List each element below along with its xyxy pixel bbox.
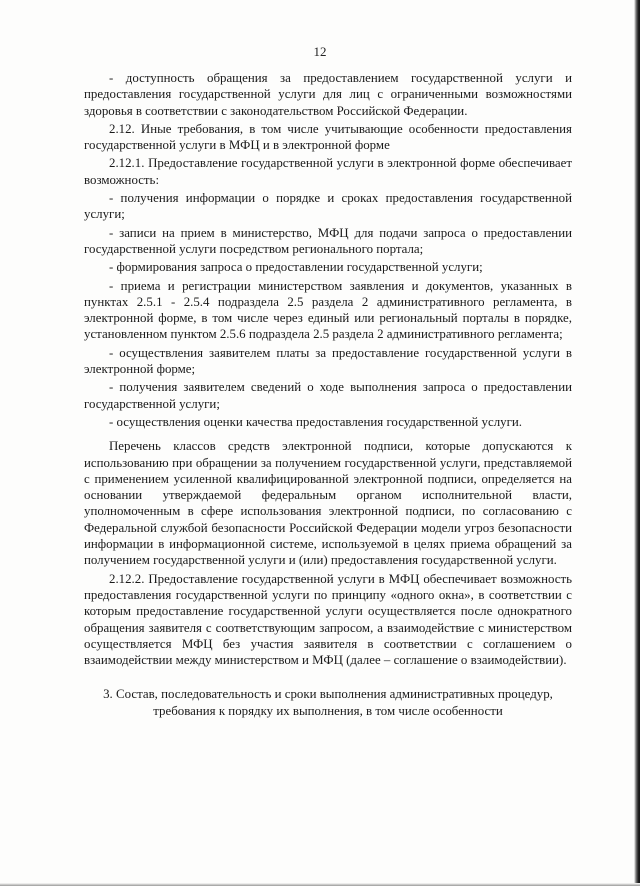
paragraph-2-12-2: 2.12.2. Предоставление государственной услуги в МФЦ обеспечивает возможность предоставления государственной услуги по принципу «одного окна», в соответствии с которым предоставление государственной услуги осуществляется после однократного обращения заявителя с соответствующим запросом, а взаимодействие с министерством осуществляется МФЦ без участия заявителя в соответствии с соглашением о взаимодействии между министерством и МФЦ (далее – соглашение о взаимодействии). xyxy=(84,571,572,668)
list-item-quality-evaluation: - осуществления оценки качества предоставления государственной услуги. xyxy=(109,414,523,429)
document-body xyxy=(84,70,572,719)
list-item-payment: - осуществления заявителем платы за предоставление государственной услуги в электронной форме; xyxy=(84,345,572,377)
section-heading: 3. Состав, последовательность и сроки выполнения административных процедур, требования к порядку их выполнения, в том числе особенности xyxy=(103,687,553,718)
list-item-request-forming: - формирования запроса о предоставлении государственной услуги; xyxy=(109,260,483,275)
list-item-status: - получения заявителем сведений о ходе выполнения запроса о предоставлении государственной услуги; xyxy=(84,380,572,411)
paragraph-accessibility: - доступность обращения за предоставлением государственной услуги и предоставления государственной услуги для лиц с ограниченными возможностями здоровья в соответствии с законодательством Российской Федерации. xyxy=(84,71,572,118)
list-item-appointment: - записи на прием в министерство, МФЦ для подачи запроса о предоставлении государственной услуги посредством регионального портала; xyxy=(84,225,572,256)
paragraph-2-12: 2.12. Иные требования, в том числе учитывающие особенности предоставления государственной услуги в МФЦ и в электронной форме xyxy=(84,121,572,153)
list-item-registration: - приема и регистрации министерством заявления и документов, указанных в пунктах 2.5.1 - 2.5.4 подраздела 2.5 раздела 2 административного регламента, в электронной форме, в том числе через единый или региональный порталы в порядке, установленном пунктом 2.5.6 подраздела 2.5 раздела 2 административного регламента; xyxy=(84,278,572,342)
list-item-information: - получения информации о порядке и сроках предоставления государственной услуги; xyxy=(84,191,572,222)
scan-edge-right xyxy=(634,0,640,886)
page-number: 12 xyxy=(313,44,327,59)
paragraph-2-12-1: 2.12.1. Предоставление государственной услуги в электронной форме обеспечивает возможность: xyxy=(84,156,572,187)
paragraph-electronic-signature: Перечень классов средств электронной подписи, которые допускаются к использованию при обращении за получением государственной услуги, представляемой с применением усиленной квалифицированной электронной подписи, определяется на основании утверждаемой федеральным органом исполнительной власти, уполномоченным в сфере использования электронной подписи, по согласованию с Федеральной службой безопасности Российской Федерации модели угроз безопасности информации в информационной системе, используемой в целях приема обращений за получением государственной услуги и (или) предоставления государственной услуги. xyxy=(84,439,572,568)
